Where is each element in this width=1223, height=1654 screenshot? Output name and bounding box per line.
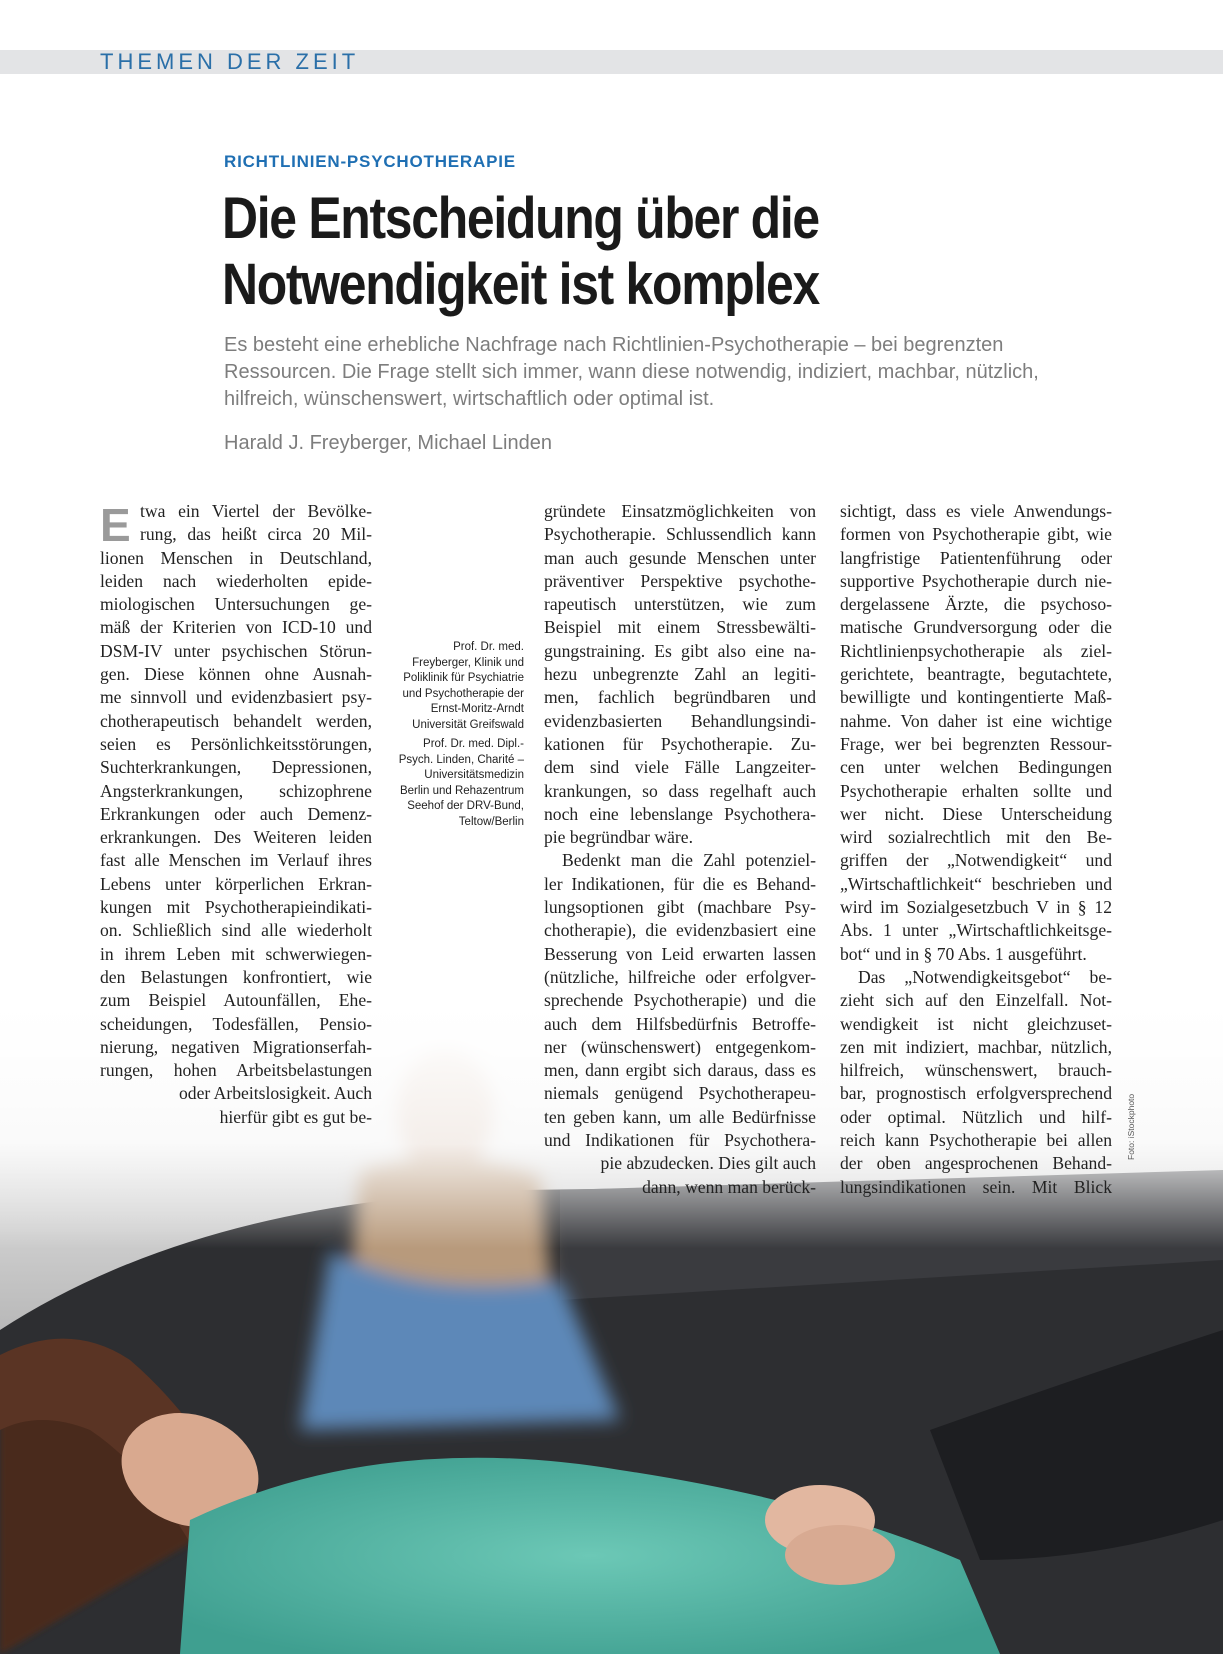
text-line: oder Arbeitslosigkeit. Auch [178, 1083, 372, 1104]
text-line: dem sind viele Fälle Langzeiter- [544, 757, 816, 778]
text-line: Frage, wer bei begrenzten Ressour- [840, 733, 1112, 754]
article-authors: Harald J. Freyberger, Michael Linden [224, 432, 552, 454]
text-line: wendigkeit ist nicht gleichzuset- [840, 1013, 1112, 1034]
text-line: kungen mit Psychotherapieindikati- [100, 897, 372, 918]
text-line: on. Schließlich sind alle wiederholt [100, 920, 372, 941]
text-line: sichtigt, dass es viele Anwendungs- [840, 501, 1112, 521]
text-line: me sinnvoll und evidenzbasiert psy- [100, 687, 372, 708]
text-line: Richtlinienpsychotherapie als ziel- [840, 640, 1112, 661]
text-line: der oben angesprochenen Behand- [840, 1153, 1112, 1174]
body-column-2 [544, 500, 816, 1199]
headline-line-2: Notwendigkeit ist komplex [222, 252, 819, 317]
text-line: dergelassene Ärzte, die psychoso- [840, 594, 1112, 615]
text-line: chotherapeutisch behandelt werden, [100, 710, 372, 731]
text-line: Psychotherapie. Schlussendlich kann [544, 524, 816, 545]
text-line: niemals genügend Psychotherapeu- [544, 1083, 816, 1104]
text-line: (nützliche, hilfreiche oder erfolgver- [544, 966, 816, 987]
text-line: kationen für Psychotherapie. Zu- [544, 733, 816, 754]
text-line: twa ein Viertel der Bevölke- [140, 501, 372, 521]
affiliation-freyberger: Prof. Dr. med. Freyberger, Klinik und Poliklinik für Psychiatrie und Psychotherapie der Ernst-Moritz-Arndt Universität Greifswald [402, 641, 524, 731]
text-line: auch dem Hilfsbedürfnis Betroffe- [544, 1013, 816, 1034]
article-headline [222, 186, 996, 318]
text-line: rapeutisch unterstützen, wie zum [544, 594, 816, 615]
text-line: seien es Persönlichkeitsstörungen, [100, 733, 372, 754]
text-line: sprechende Psychotherapie) und die [544, 990, 816, 1011]
text-line: Bedenkt man die Zahl potenziel- [562, 850, 816, 871]
text-line: gerichtete, beantragte, begutachtete, [840, 664, 1112, 685]
text-line: „Wirtschaftlichkeit“ beschrieben und [840, 873, 1112, 894]
text-line: matische Grundversorgung oder die [840, 617, 1112, 638]
text-line: in ihrem Leben mit schwerwiegen- [100, 943, 372, 964]
text-line: Erkrankungen oder auch Demenz- [100, 803, 372, 824]
text-line: den Belastungen konfrontiert, wie [100, 966, 372, 987]
photo-credit: Foto: iStockphoto [1126, 1093, 1136, 1160]
text-line: präventiver Perspektive psychothe- [544, 570, 816, 591]
text-line: bar, prognostisch erfolgversprechend [840, 1083, 1112, 1104]
text-line: zieht sich auf den Einzelfall. Not- [840, 990, 1112, 1011]
text-line: hezu unbegrenzte Zahl an legiti- [544, 664, 816, 685]
text-line: DSM-IV unter psychischen Störun- [100, 640, 372, 661]
text-line: miologischen Untersuchungen ge- [100, 594, 372, 615]
section-title: THEMEN DER ZEIT [100, 49, 360, 74]
text-line: noch eine lebenslange Psychothera- [544, 803, 816, 824]
text-line: lungsindikationen sein. Mit Blick [840, 1176, 1112, 1197]
text-line: Abs. 1 unter „Wirtschaftlichkeitsge- [840, 920, 1112, 941]
text-line: nierung, negativen Migrationserfah- [100, 1036, 372, 1057]
text-line: Besserung von Leid erwarten lassen [544, 943, 816, 964]
text-line: erkrankungen. Des Weiteren leiden [100, 827, 372, 848]
text-line: leiden nach wiederholten epide- [100, 570, 372, 591]
text-line: bewilligte und kontingentierte Maß- [840, 687, 1112, 708]
text-line: rung, das heißt circa 20 Mil- [140, 524, 372, 545]
text-line: bot“ und in § 70 Abs. 1 ausgeführt. [840, 943, 1087, 964]
text-line: men, dann ergibt sich daraus, dass es [544, 1060, 816, 1081]
affiliation-linden: Prof. Dr. med. Dipl.-Psych. Linden, Charité – Universitätsmedizin Berlin und Rehazentrum Seehof der DRV-Bund, Teltow/Berlin [398, 738, 524, 828]
text-line: wer nicht. Diese Unterscheidung [840, 803, 1112, 824]
text-line: wird sozialrechtlich mit den Be- [840, 827, 1112, 848]
drop-cap: E [100, 499, 131, 551]
text-line: cen unter welchen Bedingungen [840, 757, 1112, 778]
text-line: formen von Psychotherapie gibt, wie [840, 524, 1112, 545]
headline-line-1: Die Entscheidung über die [222, 186, 819, 251]
text-line: Lebens unter körperlichen Erkran- [100, 873, 372, 894]
article-teaser: Es besteht eine erhebliche Nachfrage nach Richtlinien-Psychotherapie – bei begrenzten Ressourcen. Die Frage stellt sich immer, wann diese notwendig, indiziert, machbar, nützlich, hilfreich, wünschenswert, wirtschaftlich oder optimal ist. [224, 334, 1039, 410]
text-line: scheidungen, Todesfällen, Pensio- [100, 1013, 372, 1034]
text-line: lungsoptionen gibt (machbare Psy- [544, 897, 816, 918]
text-line: man auch gesunde Menschen unter [544, 547, 816, 568]
text-line: Psychotherapie erhalten sollte und [840, 780, 1112, 801]
text-line: gungstraining. Es gibt also eine na- [544, 640, 816, 661]
text-line: chotherapie), die evidenzbasiert eine [544, 920, 816, 941]
body-column-3 [840, 500, 1112, 1199]
text-line: ler Indikationen, für die es Behand- [544, 873, 816, 894]
text-line: pie begründbar wäre. [544, 827, 693, 848]
text-line: zum Beispiel Autounfällen, Ehe- [100, 990, 372, 1011]
text-line: evidenzbasierten Behandlungsindi- [544, 710, 816, 731]
text-line: krankungen, so dass regelhaft auch [544, 780, 816, 801]
text-line: pie abzudecken. Dies gilt auch [600, 1153, 816, 1174]
author-affiliations [392, 640, 524, 834]
text-line: wird im Sozialgesetzbuch V in § 12 [840, 897, 1112, 918]
text-line: ner (wünschenswert) entgegenkom- [544, 1036, 816, 1057]
text-line: fast alle Menschen im Verlauf ihres [100, 850, 372, 871]
text-line: hierfür gibt es gut be- [219, 1106, 372, 1127]
text-line: Das „Notwendigkeitsgebot“ be- [858, 966, 1112, 987]
text-line: langfristige Patientenführung oder [840, 547, 1112, 568]
text-line: und Indikationen für Psychothera- [544, 1130, 816, 1151]
text-line: rungen, hohen Arbeitsbelastungen [100, 1060, 372, 1081]
text-line: Angsterkrankungen, schizophrene [100, 780, 372, 801]
text-line: Suchterkrankungen, Depressionen, [100, 757, 372, 778]
text-line: gründete Einsatzmöglichkeiten von [544, 501, 816, 521]
text-line: reich kann Psychotherapie bei allen [840, 1130, 1112, 1151]
text-line: zen mit indiziert, machbar, nützlich, [840, 1036, 1112, 1057]
text-line: Beispiel mit einem Stressbewälti- [544, 617, 816, 638]
text-line: nahme. Von daher ist eine wichtige [840, 710, 1112, 731]
text-line: men, fachlich begründbaren und [544, 687, 816, 708]
text-line: griffen der „Notwendigkeit“ und [840, 850, 1112, 871]
text-line: hilfreich, wünschenswert, brauch- [840, 1060, 1112, 1081]
article-kicker: RICHTLINIEN-PSYCHOTHERAPIE [224, 152, 516, 171]
text-line: lionen Menschen in Deutschland, [100, 547, 372, 568]
text-line: dann, wenn man berück- [642, 1176, 816, 1197]
text-line: oder optimal. Nützlich und hilf- [840, 1106, 1112, 1127]
body-column-1 [100, 500, 372, 1129]
text-line: supportive Psychotherapie durch nie- [840, 570, 1112, 591]
text-line: mäß der Kriterien von ICD-10 und [100, 617, 372, 638]
text-line: gen. Diese können ohne Ausnah- [100, 664, 372, 685]
text-line: ten geben kann, um alle Bedürfnisse [544, 1106, 816, 1127]
